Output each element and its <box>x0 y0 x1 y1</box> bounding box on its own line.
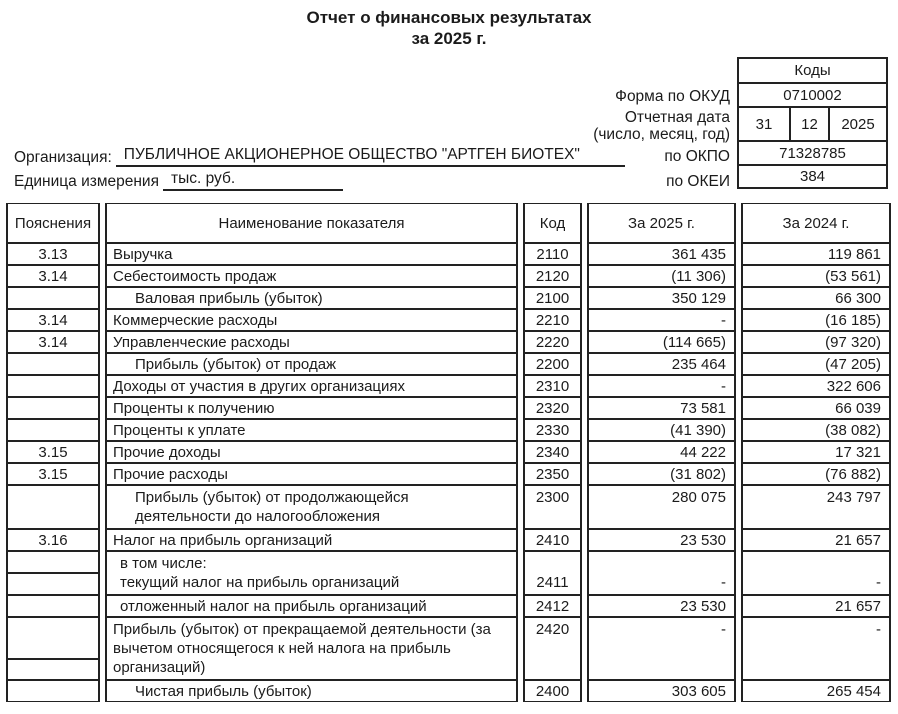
financial-results-table <box>6 203 891 702</box>
row-value-2024: (16 185) <box>741 309 891 331</box>
row-code: 2100 <box>523 287 582 309</box>
row-value-2025: - <box>587 617 736 680</box>
row-value-2024: (76 882) <box>741 463 891 485</box>
row-code: 2350 <box>523 463 582 485</box>
col-header-code: Код <box>523 203 582 243</box>
row-value-2025: - <box>587 375 736 397</box>
row-name: Проценты к получению <box>105 397 518 419</box>
row-value-2025: 23 530 <box>587 595 736 617</box>
col-header-name: Наименование показателя <box>105 203 518 243</box>
row-value-2024: (97 320) <box>741 331 891 353</box>
date-day-cell: 31 <box>737 106 791 142</box>
row-value-2024: - <box>741 551 891 595</box>
row-name: Чистая прибыль (убыток) <box>105 680 518 702</box>
row-name <box>105 485 518 529</box>
row-name: Выручка <box>105 243 518 265</box>
row-code: 2340 <box>523 441 582 463</box>
row-note: 3.15 <box>6 463 100 485</box>
row-value-2024: 66 039 <box>741 397 891 419</box>
date-month-cell: 12 <box>789 106 830 142</box>
row-name: Валовая прибыль (убыток) <box>105 287 518 309</box>
codes-header: Коды <box>737 57 888 84</box>
row-note <box>6 353 100 375</box>
row-value-2024: 265 454 <box>741 680 891 702</box>
row-value-2024: 243 797 <box>741 485 891 529</box>
row-value-2024: 21 657 <box>741 529 891 551</box>
okei-label: по ОКЕИ <box>666 173 730 190</box>
okpo-value-cell: 71328785 <box>737 140 888 166</box>
col-header-2025: За 2025 г. <box>587 203 736 243</box>
row-name <box>105 551 518 595</box>
row-code: 2120 <box>523 265 582 287</box>
unit-label: Единица измерения <box>14 173 159 190</box>
row-code: 2411 <box>523 551 582 595</box>
row-note: 3.16 <box>6 529 100 551</box>
row-note: 3.13 <box>6 243 100 265</box>
row-note <box>6 617 100 680</box>
row-value-2024: 17 321 <box>741 441 891 463</box>
row-name-line: Прибыль (убыток) от прекращаемой деятельности (за <box>113 621 491 638</box>
row-value-2024: (38 082) <box>741 419 891 441</box>
row-value-2025: - <box>587 551 736 595</box>
row-name-line: текущий налог на прибыль организаций <box>120 574 400 591</box>
row-name-line: Прибыль (убыток) от продолжающейся <box>135 489 409 506</box>
row-name-line: организаций) <box>113 659 206 676</box>
row-code: 2400 <box>523 680 582 702</box>
row-name: Коммерческие расходы <box>105 309 518 331</box>
row-name: Прочие расходы <box>105 463 518 485</box>
row-name: Прочие доходы <box>105 441 518 463</box>
row-code: 2310 <box>523 375 582 397</box>
row-name-line: деятельности до налогообложения <box>135 508 381 525</box>
row-code: 2410 <box>523 529 582 551</box>
row-note <box>6 287 100 309</box>
row-name: Прибыль (убыток) от продаж <box>105 353 518 375</box>
col-header-2024: За 2024 г. <box>741 203 891 243</box>
row-name-line: вычетом относящегося к ней налога на прибыль <box>113 640 451 657</box>
row-code: 2300 <box>523 485 582 529</box>
row-value-2025: 44 222 <box>587 441 736 463</box>
page-title <box>0 7 898 49</box>
row-name <box>105 617 518 680</box>
row-code: 2320 <box>523 397 582 419</box>
report-date-label-line1: Отчетная дата <box>624 109 730 126</box>
row-value-2024: (53 561) <box>741 265 891 287</box>
report-date-label <box>593 109 730 143</box>
row-value-2025: (41 390) <box>587 419 736 441</box>
row-note <box>6 375 100 397</box>
row-name: Налог на прибыль организаций <box>105 529 518 551</box>
row-code: 2210 <box>523 309 582 331</box>
row-name: Управленческие расходы <box>105 331 518 353</box>
okud-label: Форма по ОКУД <box>615 88 730 105</box>
row-note <box>6 595 100 617</box>
organization-value: ПУБЛИЧНОЕ АКЦИОНЕРНОЕ ОБЩЕСТВО "АРТГЕН БИОТЕХ" <box>116 146 625 167</box>
row-value-2024: 119 861 <box>741 243 891 265</box>
row-code: 2412 <box>523 595 582 617</box>
row-value-2025: 73 581 <box>587 397 736 419</box>
row-value-2025: (31 802) <box>587 463 736 485</box>
row-value-2024: 322 606 <box>741 375 891 397</box>
row-note <box>6 680 100 702</box>
row-value-2025: 23 530 <box>587 529 736 551</box>
row-name: Доходы от участия в других организациях <box>105 375 518 397</box>
row-code: 2330 <box>523 419 582 441</box>
okpo-label: по ОКПО <box>664 148 730 165</box>
row-value-2025: (11 306) <box>587 265 736 287</box>
row-code: 2110 <box>523 243 582 265</box>
row-code: 2220 <box>523 331 582 353</box>
row-note: 3.14 <box>6 309 100 331</box>
organization-label: Организация: <box>14 149 112 166</box>
unit-value: тыс. руб. <box>163 170 343 191</box>
row-value-2024: (47 205) <box>741 353 891 375</box>
row-code: 2200 <box>523 353 582 375</box>
report-title: Отчет о финансовых результатах <box>306 8 592 27</box>
row-value-2025: 235 464 <box>587 353 736 375</box>
row-value-2025: 350 129 <box>587 287 736 309</box>
row-name: Себестоимость продаж <box>105 265 518 287</box>
date-year-cell: 2025 <box>828 106 888 142</box>
unit-line <box>14 170 343 191</box>
row-name: Проценты к уплате <box>105 419 518 441</box>
row-value-2025: (114 665) <box>587 331 736 353</box>
row-note <box>6 419 100 441</box>
report-period: за 2025 г. <box>411 29 487 48</box>
row-note: 3.14 <box>6 265 100 287</box>
col-header-notes: Пояснения <box>6 203 100 243</box>
row-value-2024: 21 657 <box>741 595 891 617</box>
row-value-2025: - <box>587 309 736 331</box>
okud-value-cell: 0710002 <box>737 82 888 108</box>
row-note <box>6 485 100 529</box>
row-code: 2420 <box>523 617 582 680</box>
row-note: 3.14 <box>6 331 100 353</box>
codes-box <box>737 57 888 189</box>
report-date-label-line2: (число, месяц, год) <box>593 126 730 143</box>
row-name-line: в том числе: <box>120 555 207 572</box>
row-value-2024: 66 300 <box>741 287 891 309</box>
row-note <box>6 551 100 595</box>
okei-value-cell: 384 <box>737 164 888 189</box>
row-note: 3.15 <box>6 441 100 463</box>
row-note <box>6 397 100 419</box>
row-value-2025: 303 605 <box>587 680 736 702</box>
row-value-2025: 361 435 <box>587 243 736 265</box>
row-value-2024: - <box>741 617 891 680</box>
row-value-2025: 280 075 <box>587 485 736 529</box>
row-name: отложенный налог на прибыль организаций <box>105 595 518 617</box>
report-date-cells <box>737 106 888 142</box>
organization-line <box>14 146 625 167</box>
